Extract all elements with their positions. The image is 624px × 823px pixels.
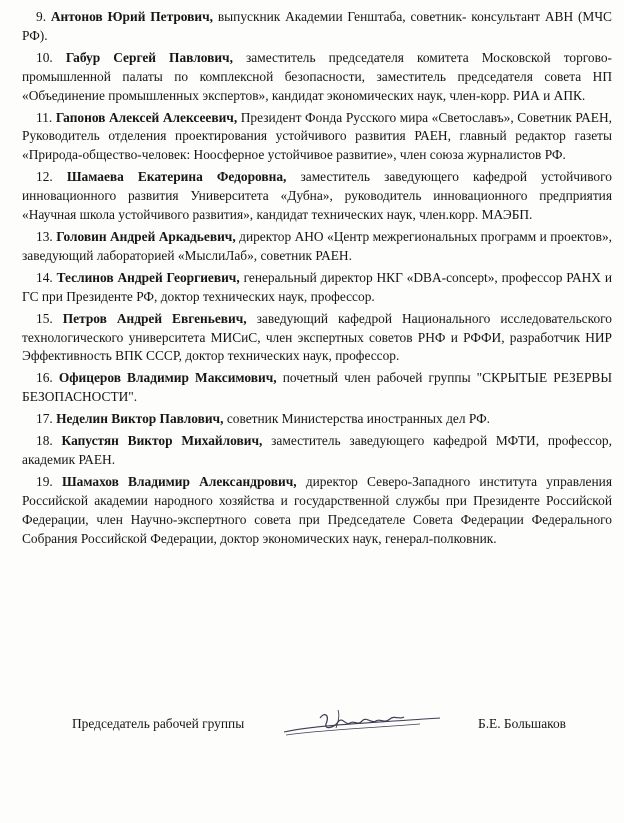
entry-number: 15. bbox=[36, 310, 53, 326]
entry-number: 9. bbox=[36, 9, 47, 24]
list-item bbox=[22, 168, 612, 225]
chairman-name: Б.Е. Большаков bbox=[478, 716, 567, 731]
member-description: выпускник Академии Генштаба, советник- консультант АВН (МЧС РФ). bbox=[22, 9, 612, 43]
list-item bbox=[22, 432, 612, 470]
member-description: Президент Фонда Русского мира «Светославъ», Советник РАЕН, Руководитель отделения проектирования устойчивого развития РАЕН, главный редактор газеты «Природа-общество-человек: Ноосферное устойчивое развитие», член союза журналистов РФ. bbox=[22, 109, 612, 163]
chairman-title: Председатель рабочей группы bbox=[72, 716, 245, 731]
member-name: Офицеров Владимир Максимович, bbox=[58, 370, 277, 386]
list-item bbox=[22, 369, 612, 407]
member-description: директор АНО «Центр межрегиональных программ и проектов», заведующий лабораторией «МыслиЛаб», советник РАЕН. bbox=[22, 228, 612, 263]
list-item bbox=[22, 228, 612, 266]
entry-number: 18. bbox=[36, 433, 53, 449]
entry-number: 17. bbox=[36, 411, 53, 427]
member-description: директор Северо-Западного института управления Российской академии народного хозяйства и государственной службы при Президенте Российской Федерации, член Научно-экспертного совета при Председателе Совета Федерации Федерального Собрания Российской Федерации, доктор экономических наук, генерал-полковник. bbox=[22, 473, 612, 546]
signature-block bbox=[0, 712, 624, 752]
list-item bbox=[22, 473, 612, 549]
entry-number: 16. bbox=[36, 370, 53, 386]
member-name: Капустян Виктор Михайлович, bbox=[61, 433, 263, 449]
list-item bbox=[22, 8, 612, 46]
entry-number: 11. bbox=[36, 109, 53, 125]
list-item bbox=[22, 310, 612, 367]
member-name: Антонов Юрий Петрович, bbox=[50, 9, 214, 24]
member-name: Неделин Виктор Павлович, bbox=[56, 411, 224, 427]
member-name: Теслинов Андрей Георгиевич, bbox=[56, 269, 240, 285]
entry-number: 13. bbox=[36, 228, 53, 244]
member-description: заведующий кафедрой Национального исследовательского технологического университета МИСиС, член экспертных советов РНФ и РФФИ, разработчик НИР Эффективность ВПК СССР, доктор технических наук, профессор. bbox=[22, 310, 612, 364]
entry-number: 12. bbox=[36, 169, 53, 185]
member-description: советник Министерства иностранных дел РФ. bbox=[226, 411, 491, 427]
entry-number: 14. bbox=[36, 269, 53, 285]
member-name: Габур Сергей Павлович, bbox=[65, 49, 233, 65]
member-name: Шамахов Владимир Александрович, bbox=[61, 473, 297, 489]
member-description: заместитель заведующего кафедрой МФТИ, профессор, академик РАЕН. bbox=[22, 433, 612, 467]
member-description: почетный член рабочей группы "СКРЫТЫЕ РЕЗЕРВЫ БЕЗОПАСНОСТИ". bbox=[22, 370, 612, 405]
member-name: Петров Андрей Евгеньевич, bbox=[62, 310, 247, 326]
member-list bbox=[22, 8, 612, 551]
member-name: Головин Андрей Аркадьевич, bbox=[56, 228, 236, 244]
member-description: заместитель председателя комитета Московской торгово-промышленной палаты по комплексной безопасности, заместитель председателя совета НП «Объединение промышленных экспертов», кандидат экономических наук, член-корр. РИА и АПК. bbox=[22, 49, 613, 103]
member-description: генеральный директор НКГ «DBA-concept», профессор РАНХ и ГС при Президенте РФ, доктор технических наук, профессор. bbox=[22, 269, 612, 304]
entry-number: 19. bbox=[36, 473, 53, 489]
list-item bbox=[22, 49, 612, 106]
handwritten-signature bbox=[280, 704, 450, 740]
member-description: заместитель заведующего кафедрой устойчивого инновационного развития Университета «Дубна», руководитель инновационного предприятия «Научная школа устойчивого развития», кандидат технических наук, член.корр. МАЭБП. bbox=[22, 169, 612, 223]
member-name: Шамаева Екатерина Федоровна, bbox=[66, 169, 287, 185]
member-name: Гапонов Алексей Алексеевич, bbox=[55, 109, 238, 125]
list-item bbox=[22, 109, 612, 166]
list-item bbox=[22, 269, 612, 307]
entry-number: 10. bbox=[36, 49, 53, 65]
list-item bbox=[22, 410, 612, 429]
